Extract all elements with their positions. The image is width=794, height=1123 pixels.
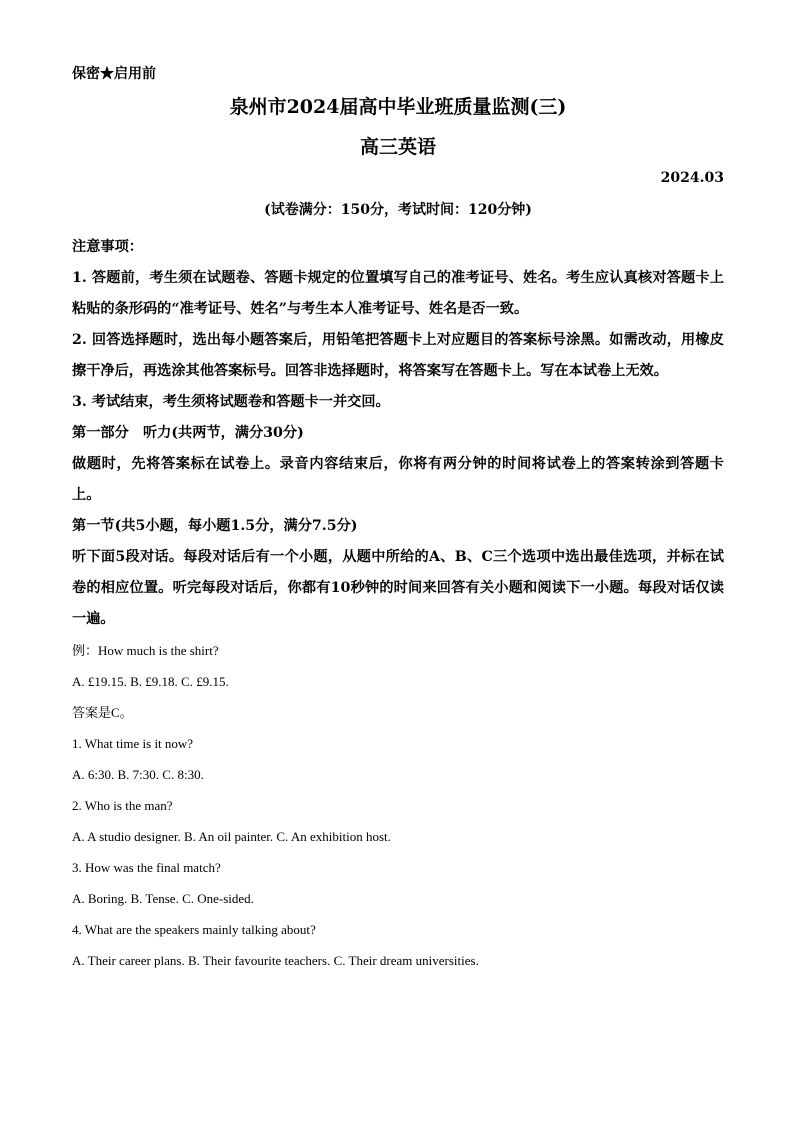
question-2: 2. Who is the man?	[72, 798, 173, 813]
note-item-3: 3. 考试结束，考生须将试题卷和答题卡一并交回。	[72, 394, 390, 410]
exam-date: 2024.03	[660, 170, 724, 186]
example-answer: 答案是C。	[72, 705, 133, 720]
section1	[72, 511, 724, 635]
note-item-2: 2. 回答选择题时，选出每小题答案后，用铅笔把答题卡上对应题目的答案标号涂黑。如需改动，用橡皮擦干净后，再选涂其他答案标号。回答非选择题时，将答案写在答题卡上。写在本试卷上无效。	[72, 332, 724, 379]
question-1: 1. What time is it now?	[72, 736, 194, 751]
section1-instruction: 听下面5段对话。每段对话后有一个小题，从题中所给的A、B、C三个选项中选出最佳选项，并标在试卷的相应位置。听完每段对话后，你都有10秒钟的时间来回答有关小题和阅读下一小题。每段对话仅读一遍。	[72, 549, 724, 627]
part1-heading: 第一部分 听力(共两节，满分30分)	[72, 425, 304, 441]
exam-page	[72, 64, 724, 976]
example-question: 例：How much is the shirt?	[72, 643, 219, 658]
question-4-options: A. Their career plans. B. Their favourite teachers. C. Their dream universities.	[72, 953, 479, 968]
question-1-options: A. 6:30. B. 7:30. C. 8:30.	[72, 767, 204, 782]
paper-info: (试卷满分：150分，考试时间：120分钟)	[264, 202, 532, 218]
example-options: A. £19.15. B. £9.18. C. £9.15.	[72, 674, 229, 689]
confidential-label: 保密★启用前	[72, 66, 156, 82]
note-item-1: 1. 答题前，考生须在试题卷、答题卡规定的位置填写自己的准考证号、姓名。考生应认真核对答题卡上粘贴的条形码的“准考证号、姓名”与考生本人准考证号、姓名是否一致。	[72, 270, 724, 317]
question-4: 4. What are the speakers mainly talking about?	[72, 922, 316, 937]
subject-title: 高三英语	[359, 136, 436, 158]
section1-heading: 第一节(共5小题，每小题1.5分，满分7.5分)	[72, 518, 358, 534]
part1-section	[72, 418, 724, 511]
question-3: 3. How was the final match?	[72, 860, 221, 875]
question-2-options: A. A studio designer. B. An oil painter. C. An exhibition host.	[72, 829, 391, 844]
notes-heading: 注意事项：	[72, 239, 143, 255]
part1-instruction: 做题时，先将答案标在试卷上。录音内容结束后，你将有两分钟的时间将试卷上的答案转涂到答题卡上。	[72, 456, 724, 503]
question-list	[72, 728, 724, 976]
question-3-options: A. Boring. B. Tense. C. One-sided.	[72, 891, 254, 906]
notes-section	[72, 232, 724, 418]
example-block	[72, 635, 724, 728]
exam-title: 泉州市2024届高中毕业班质量监测(三)	[229, 96, 567, 118]
